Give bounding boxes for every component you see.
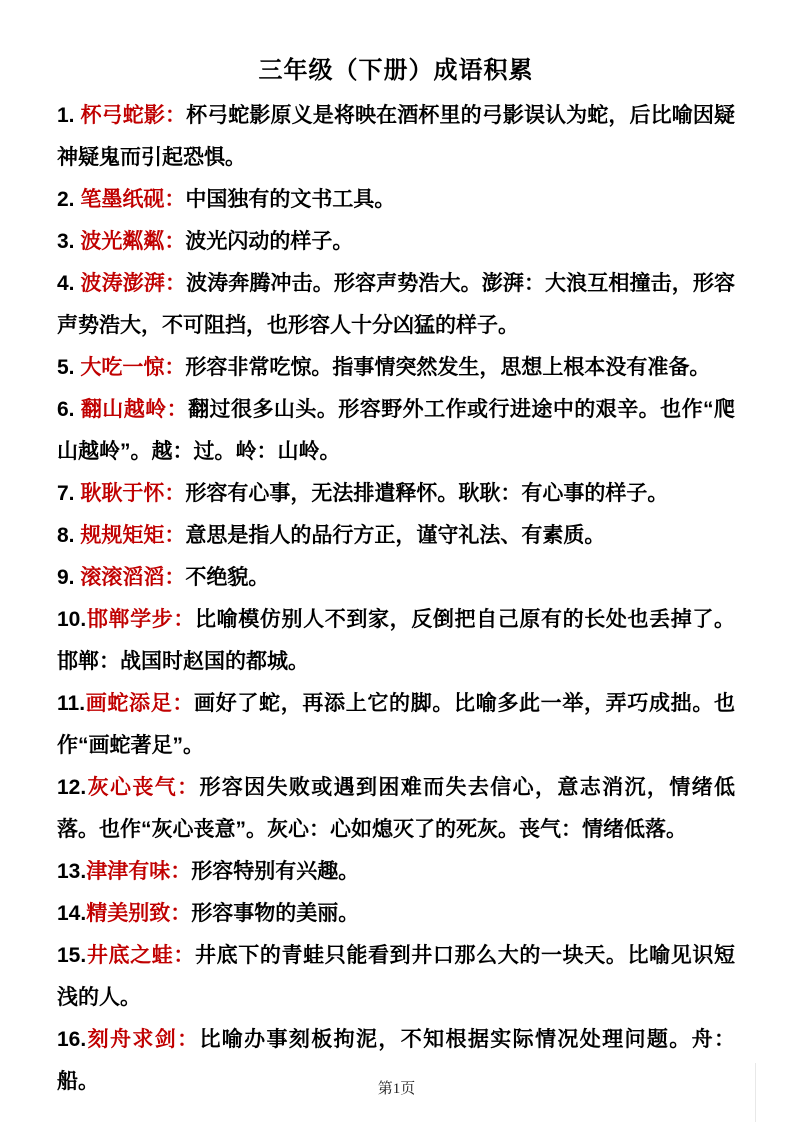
idiom-text: 杯弓蛇影： bbox=[80, 104, 187, 127]
item-number: 1. bbox=[57, 104, 81, 127]
idiom-text: 刻舟求剑： bbox=[86, 1028, 200, 1051]
definition-text: 形容非常吃惊。指事情突然发生，思想上根本没有准备。 bbox=[185, 356, 711, 379]
list-item bbox=[57, 515, 735, 557]
item-number: 14. bbox=[57, 902, 87, 925]
item-number: 7. bbox=[57, 482, 81, 505]
idiom-text: 波光粼粼： bbox=[80, 230, 186, 253]
item-number: 8. bbox=[57, 524, 81, 547]
list-item bbox=[57, 935, 735, 1019]
list-item bbox=[57, 893, 735, 935]
item-number: 5. bbox=[57, 356, 81, 379]
item-number: 10. bbox=[57, 608, 87, 631]
list-item bbox=[57, 179, 735, 221]
idiom-text: 耿耿于怀： bbox=[80, 482, 186, 505]
item-number: 4. bbox=[57, 272, 81, 295]
definition-text: 意思是指人的品行方正，谨守礼法、有素质。 bbox=[185, 524, 606, 547]
idiom-text: 翻山越岭： bbox=[80, 398, 189, 421]
item-number: 3. bbox=[57, 230, 81, 253]
definition-text: 形容特别有兴趣。 bbox=[191, 860, 360, 883]
idiom-text: 笔墨纸砚： bbox=[80, 188, 186, 211]
idiom-text: 波涛澎湃： bbox=[80, 272, 187, 295]
list-item bbox=[57, 767, 735, 851]
idiom-text: 大吃一惊： bbox=[80, 356, 186, 379]
item-number: 12. bbox=[57, 776, 87, 799]
definition-text: 波涛奔腾冲击。形容声势浩大。澎湃：大浪互相撞击，形容声势浩大，不可阻挡，也形容人十分凶猛的样子。 bbox=[57, 272, 735, 337]
idiom-text: 井底之蛙： bbox=[86, 944, 195, 967]
item-number: 9. bbox=[57, 566, 81, 589]
item-number: 6. bbox=[57, 398, 81, 421]
definition-text: 翻过很多山头。形容野外工作或行进途中的艰辛。也作“爬山越岭”。越：过。岭：山岭。 bbox=[57, 398, 735, 463]
item-number: 2. bbox=[57, 188, 81, 211]
list-item bbox=[57, 95, 735, 179]
definition-text: 杯弓蛇影原义是将映在酒杯里的弓影误认为蛇，后比喻因疑神疑鬼而引起恐惧。 bbox=[57, 104, 735, 169]
definition-text: 井底下的青蛙只能看到井口那么大的一块天。比喻见识短浅的人。 bbox=[57, 944, 736, 1009]
idiom-text: 津津有味： bbox=[86, 860, 192, 883]
definition-text: 不绝貌。 bbox=[185, 566, 270, 589]
item-number: 11. bbox=[57, 692, 86, 715]
list-item bbox=[57, 347, 735, 389]
definition-text: 中国独有的文书工具。 bbox=[185, 188, 396, 211]
idiom-text: 滚滚滔滔： bbox=[80, 566, 186, 589]
item-number: 15. bbox=[57, 944, 87, 967]
list-item bbox=[57, 557, 735, 599]
list-item bbox=[57, 263, 735, 347]
idiom-text: 灰心丧气： bbox=[86, 776, 200, 799]
list-item bbox=[57, 851, 735, 893]
definition-text: 画好了蛇，再添上它的脚。比喻多此一举，弄巧成拙。也作“画蛇著足”。 bbox=[57, 692, 736, 757]
idiom-text: 邯郸学步： bbox=[86, 608, 195, 631]
page-title: 三年级（下册）成语积累 bbox=[258, 57, 534, 84]
item-number: 16. bbox=[57, 1028, 87, 1051]
list-item bbox=[57, 683, 735, 767]
definition-text: 比喻办事刻板拘泥，不知根据实际情况处理问题。舟：船。 bbox=[57, 1028, 735, 1093]
page-number: 第1页 bbox=[377, 1081, 416, 1097]
idiom-text: 画蛇添足： bbox=[85, 692, 195, 715]
definition-text: 形容事物的美丽。 bbox=[191, 902, 360, 925]
list-item bbox=[57, 221, 735, 263]
definition-text: 波光闪动的样子。 bbox=[185, 230, 354, 253]
page-edge-divider bbox=[755, 1063, 756, 1122]
list-item bbox=[57, 389, 735, 473]
idiom-text: 精美别致： bbox=[86, 902, 192, 925]
definition-text: 形容因失败或遇到困难而失去信心，意志消沉，情绪低落。也作“灰心丧意”。灰心：心如熄灭了的死灰。丧气：情绪低落。 bbox=[57, 776, 735, 841]
definition-text: 比喻模仿别人不到家，反倒把自己原有的长处也丢掉了。邯郸：战国时赵国的都城。 bbox=[57, 608, 736, 673]
definition-text: 形容有心事，无法排遣释怀。耿耿：有心事的样子。 bbox=[185, 482, 669, 505]
item-number: 13. bbox=[57, 860, 87, 883]
list-item bbox=[57, 473, 735, 515]
list-item bbox=[57, 599, 735, 683]
idiom-text: 规规矩矩： bbox=[80, 524, 186, 547]
